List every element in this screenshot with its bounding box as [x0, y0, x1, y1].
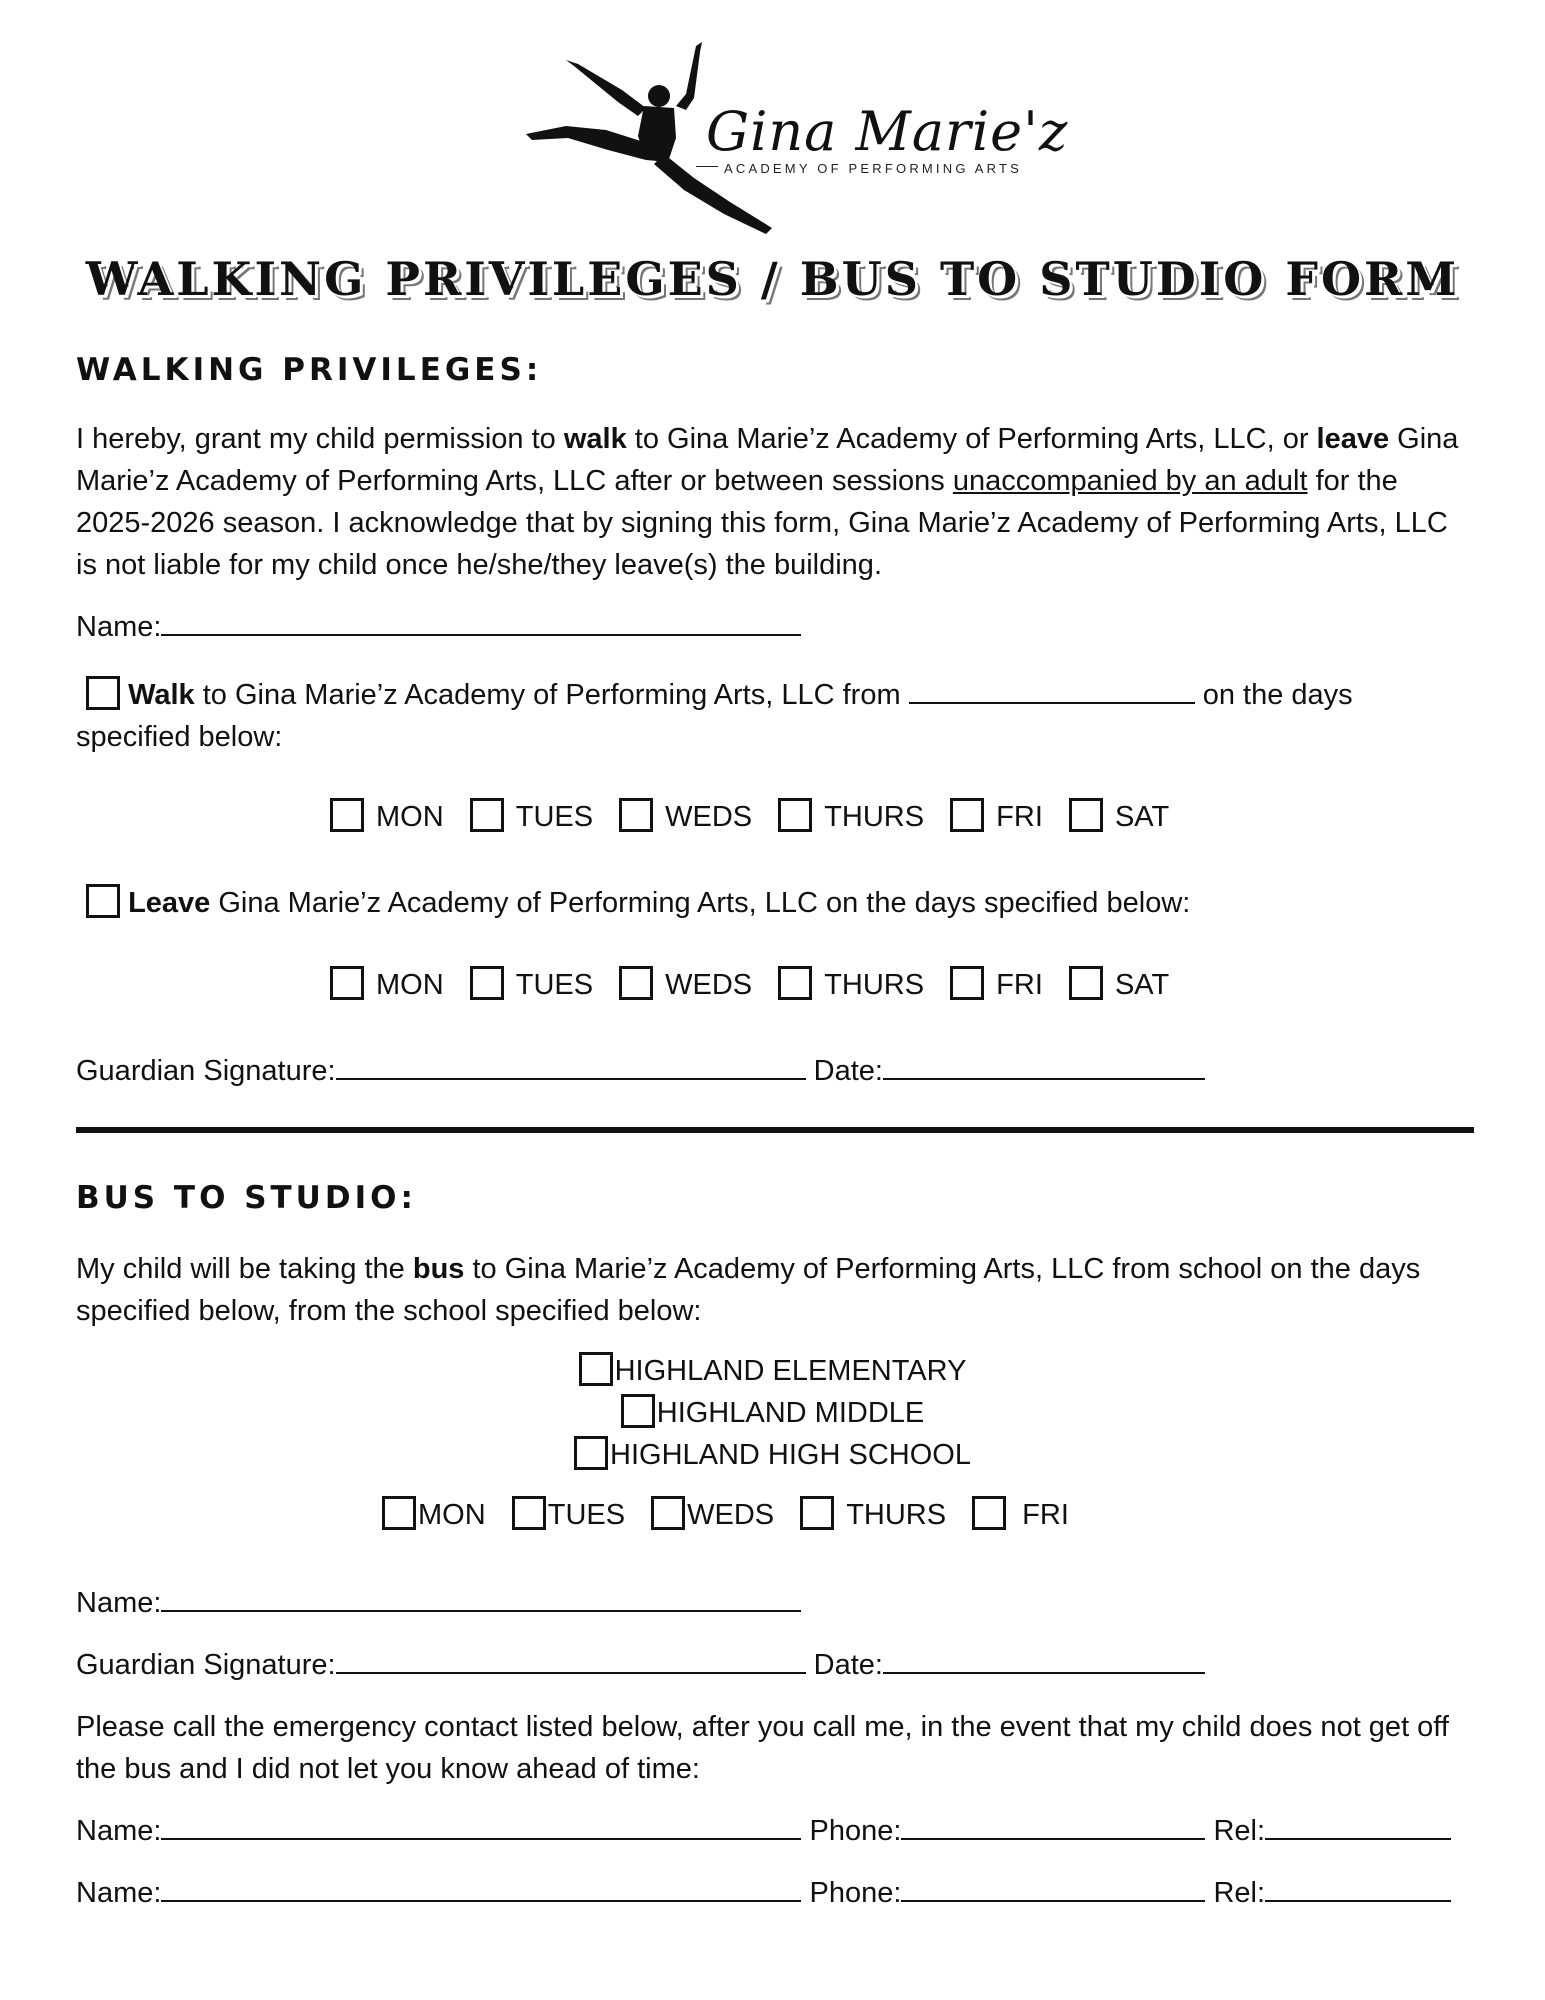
day-checkbox[interactable] — [470, 798, 504, 832]
walk-text-tail: on the days — [1194, 679, 1353, 711]
section-divider — [76, 1127, 1474, 1133]
day-checkbox[interactable] — [382, 1496, 416, 1530]
contact-phone-field[interactable] — [901, 1810, 1205, 1840]
day-option[interactable] — [778, 798, 924, 834]
day-label: FRI — [996, 801, 1043, 833]
day-option[interactable] — [800, 1496, 946, 1532]
day-label: THURS — [824, 969, 925, 1001]
day-option[interactable] — [470, 798, 593, 834]
day-checkbox[interactable] — [778, 798, 812, 832]
day-option[interactable] — [950, 798, 1043, 834]
day-checkbox[interactable] — [619, 798, 653, 832]
walk-checkbox[interactable] — [86, 676, 120, 710]
emergency-contact-row-1 — [76, 1810, 1451, 1852]
day-checkbox[interactable] — [512, 1496, 546, 1530]
logo-rule — [696, 166, 718, 167]
bus-heading: BUS TO STUDIO: — [76, 1180, 417, 1216]
day-checkbox[interactable] — [1069, 798, 1103, 832]
day-option[interactable] — [1069, 966, 1169, 1002]
walking-text: I hereby, grant my child permission to — [76, 423, 564, 455]
day-label: SAT — [1114, 801, 1170, 833]
leave-option-line — [86, 882, 1190, 924]
signature-field[interactable] — [336, 1644, 806, 1674]
school-checkbox[interactable] — [621, 1394, 655, 1428]
day-checkbox[interactable] — [972, 1496, 1006, 1530]
bus-signature-line — [76, 1644, 1205, 1686]
school-label: HIGHLAND HIGH SCHOOL — [610, 1439, 971, 1471]
day-label: TUES — [515, 969, 594, 1001]
contact-phone-field[interactable] — [901, 1872, 1205, 1902]
relation-label: Rel: — [1213, 1815, 1266, 1847]
walking-text: for the 2025-2026 season. I acknowledge that by signing this form, Gina Marie’z Academy of Performing Arts, LLC is not liable for my child once he/she/they leave(s) the building. — [76, 465, 1448, 581]
day-option[interactable] — [972, 1496, 1069, 1532]
walking-paragraph — [76, 418, 1476, 586]
day-label: THURS — [846, 1499, 947, 1531]
day-checkbox[interactable] — [1069, 966, 1103, 1000]
date-field[interactable] — [883, 1644, 1205, 1674]
walk-from-field[interactable] — [909, 674, 1195, 704]
day-label: FRI — [1022, 1499, 1069, 1531]
signature-field[interactable] — [336, 1050, 806, 1080]
day-label: WEDS — [665, 801, 753, 833]
emergency-contact-row-2 — [76, 1872, 1451, 1914]
day-label: FRI — [996, 969, 1043, 1001]
emergency-paragraph: Please call the emergency contact listed below, after you call me, in the event that my child does not get off the bus and I did not let you know ahead of time: — [76, 1711, 1449, 1785]
day-option[interactable] — [619, 798, 752, 834]
day-checkbox[interactable] — [330, 798, 364, 832]
bus-bold: bus — [412, 1253, 465, 1285]
contact-name-field[interactable] — [161, 1810, 801, 1840]
day-checkbox[interactable] — [470, 966, 504, 1000]
date-label: Date: — [813, 1649, 883, 1681]
signature-label: Guardian Signature: — [76, 1055, 336, 1087]
walking-leave-bold: leave — [1316, 423, 1390, 455]
walking-signature-line — [76, 1050, 1205, 1092]
walk-days-row — [330, 798, 1187, 834]
leave-days-row — [330, 966, 1187, 1002]
name-label: Name: — [76, 1815, 162, 1847]
walking-walk-bold: walk — [563, 423, 627, 455]
name-field[interactable] — [161, 1582, 801, 1612]
walking-text: Gina Marie’z Academy of Performing Arts, LLC after or between sessions — [76, 423, 1459, 497]
school-label: HIGHLAND ELEMENTARY — [614, 1355, 967, 1387]
day-label: MON — [418, 1499, 486, 1531]
day-option[interactable] — [619, 966, 752, 1002]
form-title: WALKING PRIVILEGES / BUS TO STUDIO FORM — [85, 252, 1460, 306]
day-label: SAT — [1114, 969, 1170, 1001]
day-checkbox[interactable] — [778, 966, 812, 1000]
leave-checkbox[interactable] — [86, 884, 120, 918]
day-option[interactable] — [470, 966, 593, 1002]
day-checkbox[interactable] — [330, 966, 364, 1000]
walking-underlined-text: unaccompanied by an adult — [952, 465, 1308, 497]
day-label: WEDS — [665, 969, 753, 1001]
day-option[interactable] — [778, 966, 924, 1002]
day-checkbox[interactable] — [619, 966, 653, 1000]
day-label: THURS — [824, 801, 925, 833]
day-checkbox[interactable] — [800, 1496, 834, 1530]
school-checkbox[interactable] — [579, 1352, 613, 1386]
walking-name-line — [76, 606, 801, 648]
logo-script-text: Gina Marie'z — [706, 100, 1069, 163]
date-field[interactable] — [883, 1050, 1205, 1080]
name-label: Name: — [76, 611, 162, 643]
relation-label: Rel: — [1213, 1877, 1266, 1909]
walk-option-line — [86, 674, 1353, 716]
contact-relation-field[interactable] — [1265, 1872, 1451, 1902]
day-checkbox[interactable] — [950, 966, 984, 1000]
phone-label: Phone: — [809, 1815, 902, 1847]
walking-heading: WALKING PRIVILEGES: — [76, 352, 543, 388]
bus-name-line — [76, 1582, 801, 1624]
walk-bold-label: Walk — [128, 679, 195, 711]
day-option[interactable] — [512, 1496, 625, 1532]
bus-paragraph — [76, 1248, 1476, 1332]
day-checkbox[interactable] — [651, 1496, 685, 1530]
logo-subtitle: ACADEMY OF PERFORMING ARTS — [724, 161, 1022, 176]
name-label: Name: — [76, 1587, 162, 1619]
school-checkbox[interactable] — [574, 1436, 608, 1470]
leave-bold-label: Leave — [128, 887, 211, 919]
day-option[interactable] — [330, 966, 444, 1002]
name-field[interactable] — [161, 606, 801, 636]
bus-days-row — [382, 1496, 1087, 1532]
bus-text: to Gina Marie’z Academy of Performing Arts, LLC from school on the days specified below, from the school specified below: — [76, 1253, 1421, 1327]
school-label: HIGHLAND MIDDLE — [656, 1397, 925, 1429]
school-option[interactable] — [0, 1436, 1545, 1472]
date-label: Date: — [813, 1055, 883, 1087]
school-option[interactable] — [0, 1352, 1545, 1388]
day-option[interactable] — [1069, 798, 1169, 834]
day-option[interactable] — [950, 966, 1043, 1002]
school-option[interactable] — [0, 1394, 1545, 1430]
contact-relation-field[interactable] — [1265, 1810, 1451, 1840]
phone-label: Phone: — [809, 1877, 902, 1909]
day-option[interactable] — [330, 798, 444, 834]
academy-logo — [526, 38, 1069, 238]
walk-text-wrap: specified below: — [76, 721, 283, 753]
bus-text: My child will be taking the — [76, 1253, 413, 1285]
day-label: MON — [376, 969, 444, 1001]
leave-text: Gina Marie’z Academy of Performing Arts, LLC on the days specified below: — [210, 887, 1191, 919]
signature-label: Guardian Signature: — [76, 1649, 336, 1681]
day-label: TUES — [515, 801, 594, 833]
day-option[interactable] — [382, 1496, 486, 1532]
day-label: TUES — [547, 1499, 626, 1531]
day-checkbox[interactable] — [950, 798, 984, 832]
walking-text: to Gina Marie’z Academy of Performing Arts, LLC, or — [626, 423, 1317, 455]
contact-name-field[interactable] — [161, 1872, 801, 1902]
name-label: Name: — [76, 1877, 162, 1909]
day-label: WEDS — [687, 1499, 775, 1531]
day-label: MON — [376, 801, 444, 833]
walk-text: to Gina Marie’z Academy of Performing Arts, LLC from — [194, 679, 909, 711]
day-option[interactable] — [651, 1496, 774, 1532]
